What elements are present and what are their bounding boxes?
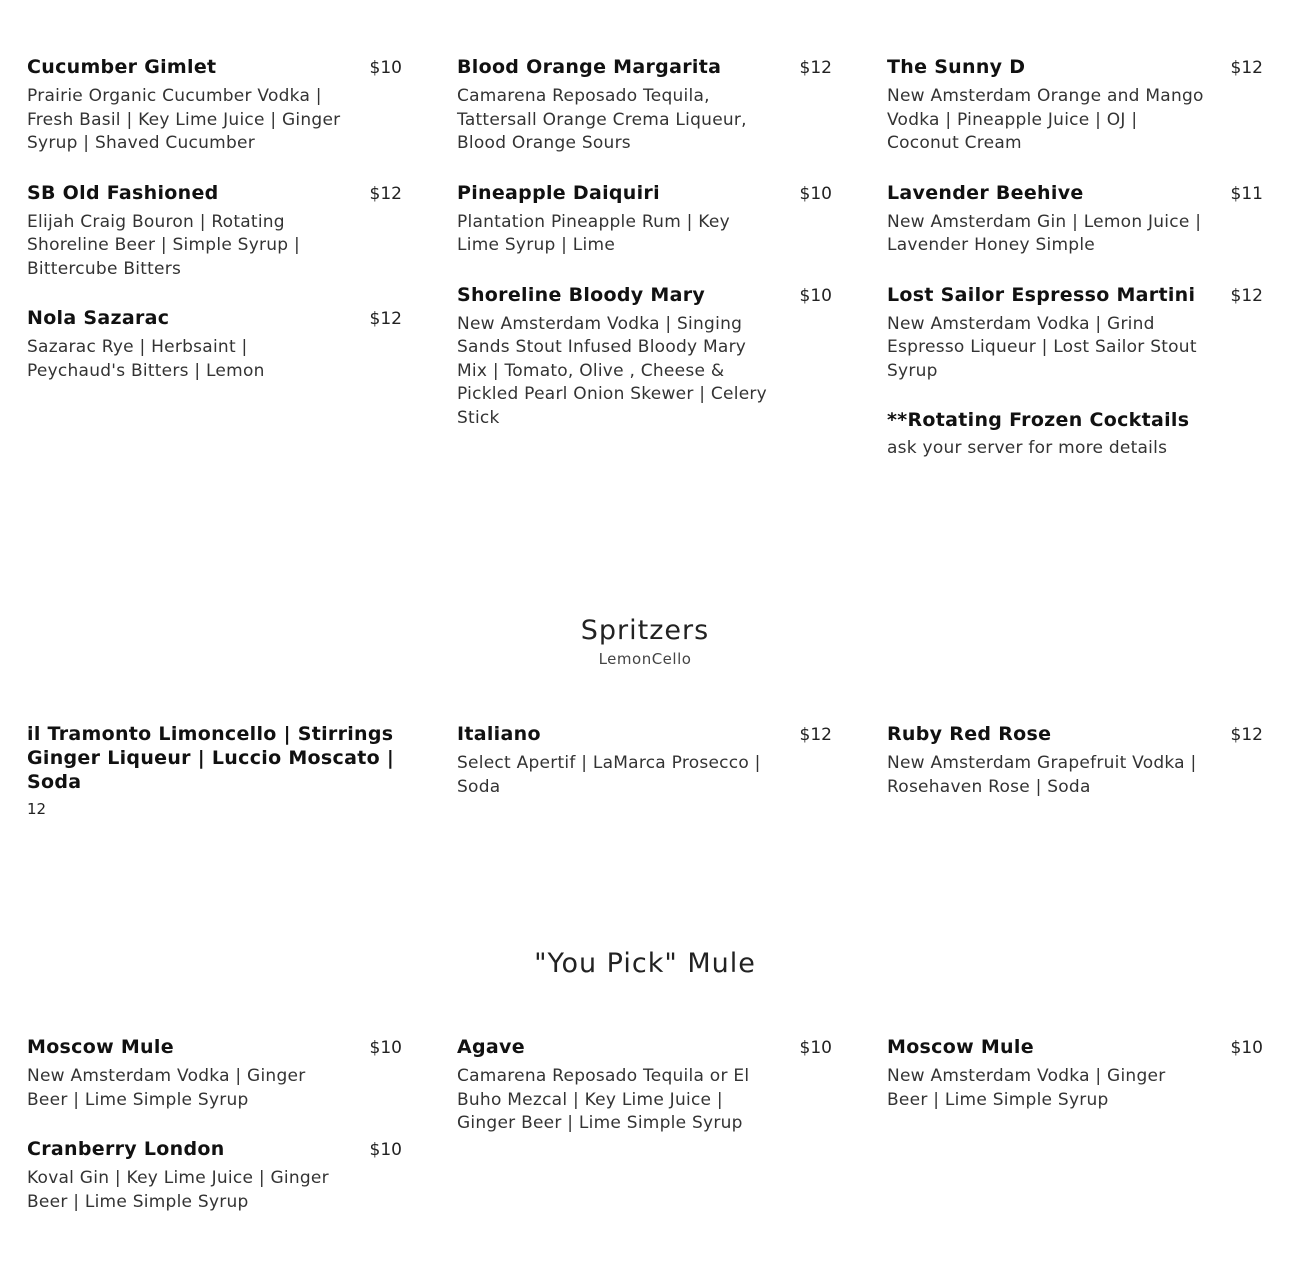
item-price: $12 bbox=[369, 183, 402, 204]
item-name: Ruby Red Rose bbox=[887, 723, 1052, 745]
menu-item bbox=[27, 306, 402, 383]
item-name: The Sunny D bbox=[887, 56, 1026, 78]
item-name: Blood Orange Margarita bbox=[457, 56, 722, 78]
item-price: $10 bbox=[799, 183, 832, 204]
menu-item bbox=[457, 1035, 832, 1136]
item-name: SB Old Fashioned bbox=[27, 181, 219, 204]
menu-item bbox=[457, 55, 832, 156]
mules-grid bbox=[27, 1035, 1263, 1239]
item-name: Nola Sazarac bbox=[27, 307, 170, 329]
item-description: Prairie Organic Cucumber Vodka | Fresh Basil | Key Lime Juice | Ginger Syrup | Shaved Cucumber bbox=[27, 86, 341, 153]
spritzers-grid bbox=[27, 722, 1263, 843]
section-title: Spritzers bbox=[580, 615, 710, 646]
item-description: New Amsterdam Gin | Lemon Juice | Lavender Honey Simple bbox=[887, 211, 1202, 255]
item-name: Pineapple Daiquiri bbox=[457, 181, 660, 204]
menu-column bbox=[887, 1035, 1263, 1239]
menu-column bbox=[457, 55, 832, 486]
item-price: $10 bbox=[369, 1140, 402, 1160]
item-name: Italiano bbox=[457, 723, 541, 745]
item-description: Camarena Reposado Tequila, Tattersall Orange Crema Liqueur, Blood Orange Sours bbox=[457, 86, 747, 153]
item-description: Camarena Reposado Tequila or El Buho Mezcal | Key Lime Juice | Ginger Beer | Lime Simple Syrup bbox=[457, 1066, 750, 1133]
item-description: Koval Gin | Key Lime Juice | Ginger Beer | Lime Simple Syrup bbox=[27, 1168, 329, 1212]
menu-item bbox=[27, 181, 402, 282]
menu-item bbox=[887, 55, 1263, 156]
item-description: New Amsterdam Vodka | Grind Espresso Liqueur | Lost Sailor Stout Syrup bbox=[887, 313, 1197, 381]
item-name: **Rotating Frozen Cocktails bbox=[887, 409, 1190, 431]
item-description: New Amsterdam Vodka | Ginger Beer | Lime Simple Syrup bbox=[887, 1066, 1166, 1110]
menu-item bbox=[457, 181, 832, 258]
item-price: $12 bbox=[369, 309, 402, 329]
item-price: $11 bbox=[1230, 183, 1263, 204]
menu-item bbox=[457, 722, 832, 799]
menu-column bbox=[457, 722, 832, 843]
menu-column bbox=[27, 1035, 402, 1239]
section-title: "You Pick" Mule bbox=[534, 948, 756, 979]
item-price: $12 bbox=[1230, 58, 1263, 78]
item-name: Agave bbox=[457, 1036, 525, 1058]
cocktails-grid bbox=[27, 55, 1263, 486]
menu-item bbox=[27, 1035, 402, 1112]
item-description: New Amsterdam Vodka | Singing Sands Stout Infused Bloody Mary Mix | Tomato, Olive , Cheese & Pickled Pearl Onion Skewer | Celery Stick bbox=[457, 313, 767, 428]
menu-item bbox=[887, 283, 1263, 384]
item-name: Lost Sailor Espresso Martini bbox=[887, 283, 1196, 306]
item-description: Sazarac Rye | Herbsaint | Peychaud's Bitters | Lemon bbox=[27, 337, 265, 381]
item-price: $12 bbox=[799, 58, 832, 78]
item-name: Lavender Beehive bbox=[887, 181, 1084, 204]
menu-item bbox=[27, 722, 402, 818]
item-description: Elijah Craig Bouron | Rotating Shoreline Beer | Simple Syrup | Bittercube Bitters bbox=[27, 211, 300, 279]
item-price: $12 bbox=[799, 725, 832, 745]
menu-item bbox=[27, 1137, 402, 1214]
menu-item bbox=[457, 283, 832, 431]
menu-item bbox=[887, 722, 1263, 799]
item-name: Cucumber Gimlet bbox=[27, 56, 217, 78]
item-price: $10 bbox=[369, 58, 402, 78]
item-description: New Amsterdam Orange and Mango Vodka | Pineapple Juice | OJ | Coconut Cream bbox=[887, 86, 1204, 153]
item-name: Shoreline Bloody Mary bbox=[457, 283, 706, 306]
item-price: 12 bbox=[27, 800, 47, 818]
menu-item bbox=[887, 1035, 1263, 1112]
item-description: Plantation Pineapple Rum | Key Lime Syrup | Lime bbox=[457, 211, 730, 255]
item-name: Moscow Mule bbox=[27, 1036, 174, 1058]
item-name: Moscow Mule bbox=[887, 1036, 1034, 1058]
menu-column bbox=[887, 722, 1263, 843]
item-description: ask your server for more details bbox=[887, 438, 1168, 458]
menu-column bbox=[27, 55, 402, 486]
item-price: $10 bbox=[1230, 1038, 1263, 1058]
item-price: $12 bbox=[1230, 285, 1263, 306]
menu-column bbox=[887, 55, 1263, 486]
menu-item bbox=[887, 181, 1263, 258]
menu-item bbox=[27, 55, 402, 156]
item-price: $10 bbox=[799, 285, 832, 306]
item-name: Cranberry London bbox=[27, 1138, 225, 1160]
section-subtitle: LemonCello bbox=[598, 650, 692, 668]
item-price: $12 bbox=[1230, 725, 1263, 745]
item-price: $10 bbox=[799, 1038, 832, 1058]
menu-column bbox=[27, 722, 402, 843]
item-name: il Tramonto Limoncello | Stirrings Ginger Liqueur | Luccio Moscato | Soda bbox=[27, 723, 395, 793]
menu-item bbox=[887, 408, 1263, 461]
item-description: New Amsterdam Grapefruit Vodka | Rosehaven Rose | Soda bbox=[887, 753, 1197, 797]
menu-column bbox=[457, 1035, 832, 1239]
item-description: New Amsterdam Vodka | Ginger Beer | Lime Simple Syrup bbox=[27, 1066, 306, 1110]
item-price: $10 bbox=[369, 1038, 402, 1058]
item-description: Select Apertif | LaMarca Prosecco | Soda bbox=[457, 753, 761, 797]
